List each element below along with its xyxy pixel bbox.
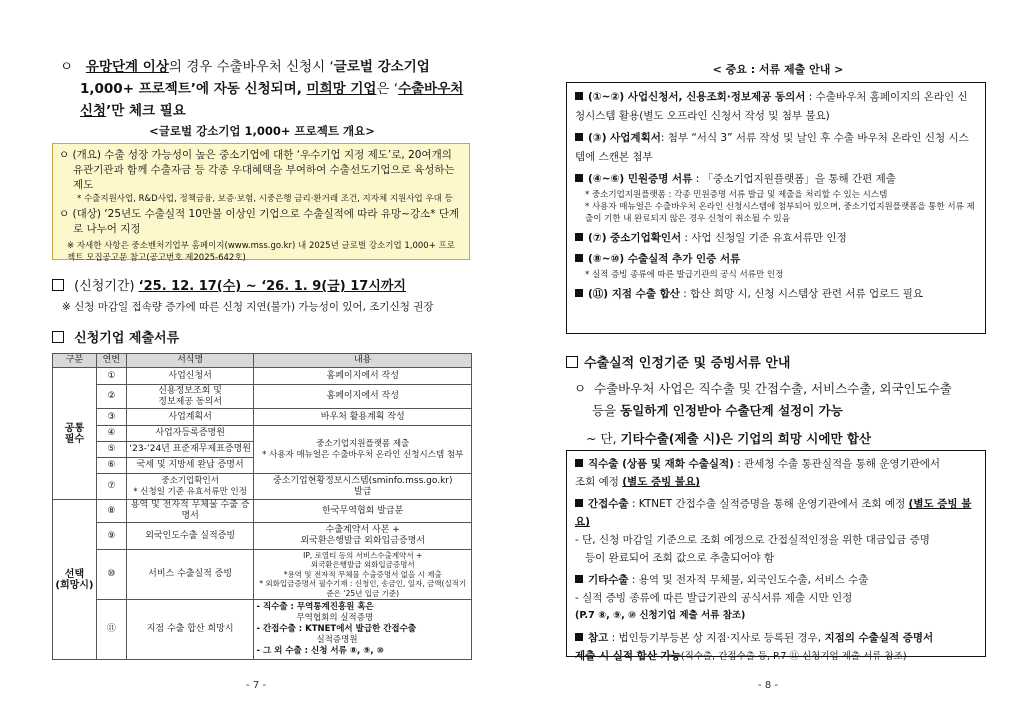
row-no: ⑩: [96, 550, 126, 600]
table-row: [53, 426, 472, 442]
overview-footnote: * 수출지원사업, R&D사업, 정책금융, 보증·보험, 시중은행 금리·환거래 조건, 지자체 지원사업 우대 등: [77, 194, 453, 204]
row-no: ④: [96, 426, 126, 442]
page-number: - 8 -: [758, 680, 778, 691]
bullet-circle: ㅇ: [60, 59, 74, 75]
row-name: 지점 수출 합산 희망시: [126, 600, 254, 660]
row-name: 사업자등록증명원: [126, 426, 254, 442]
row-name: 사업계획서: [126, 409, 254, 426]
criteria-paragraph: [574, 378, 994, 450]
square-bullet-icon: [575, 254, 583, 262]
item-lead: (④~⑥) 민원증명 서류: [588, 173, 693, 185]
row-no: ②: [96, 385, 126, 409]
item-lead: (⑦) 중소기업확인서: [588, 232, 682, 244]
row-content: 수출계약서 사본 + 외국환은행발급 외화입금증명서: [254, 523, 472, 550]
item-lead: (①~②) 사업신청서, 신용조회·정보제공 동의서: [588, 91, 806, 103]
criteria-box: [566, 450, 986, 662]
item-rest: : 사업 신청일 기준 유효서류만 인정: [681, 232, 847, 244]
other-export-item: [575, 571, 977, 589]
square-bullet-icon: [575, 289, 583, 297]
item-tag: (별도 증빙 불요): [575, 498, 972, 528]
important-item: [575, 170, 977, 189]
overview-item: ㅇ (대상) ‘25년도 수출실적 10만불 이상인 기업으로 수출실적에 따라 유망~강소* 단계로 나누어 지정: [59, 208, 460, 235]
intro-text: 미희망 기업: [306, 81, 377, 97]
page-right: [512, 0, 1024, 724]
period-note: ※ 신청 마감일 접속량 증가에 따른 신청 지연(불가) 가능성이 있어, 조기신청 권장: [62, 301, 434, 313]
row-no: ⑥: [96, 458, 126, 474]
item-rest: 조회 예정: [575, 476, 623, 488]
intro-paragraph: [60, 56, 480, 122]
item-bold: 제출 시 실적 합산 가능: [575, 650, 681, 662]
table-header: 내용: [254, 354, 472, 368]
row-name: ‘23-’24년 표준재무제표증명원: [126, 442, 254, 458]
row-name: 사업신청서: [126, 368, 254, 385]
note-proof: * 실적 증빙 종류에 따른 발급기관의 공식 서류만 인정: [585, 270, 784, 280]
table-header: 구분: [53, 354, 97, 368]
row-name: 국세 및 지방세 완납 증명서: [126, 458, 254, 474]
row11-line: - 그 외 수출 : 신청 서류 ⑧, ⑨, ⑩: [256, 646, 384, 656]
intro-text: 유망단계 이상: [85, 59, 169, 75]
intro-text: 은 ‘: [376, 81, 399, 97]
criteria-text: 등을: [592, 403, 621, 418]
item-rest: : 「중소기업지원플랫폼」을 통해 간편 제출: [692, 173, 896, 185]
square-bullet-icon: [575, 92, 583, 100]
row-content: IP, 로열티 등의 서비스수출계약서 + 외국환은행발급 외화입금증명서 *용역 및 전자적 무체물 수출증명서 없을 시 제출 * 외화입금증명서 필수기재 : 신청인, 송금인, 일자, 금액(실적기준은 ‘25년 입금 기준): [254, 550, 472, 600]
table-row: [53, 385, 472, 409]
row-no: ①: [96, 368, 126, 385]
overview-text: (개요) 수출 성장 가능성이 높은 중소기업에 대한 ‘우수기업 지정 제도’로, 20여개의 유관기관과 함께 수출자금 등 각종 우대혜택을 부여하여 수출선도기업으로 육성하는 제도: [72, 149, 455, 191]
item-rest: : 용역 및 전자적 무체물, 외국인도수출, 서비스 수출: [628, 574, 869, 586]
square-bullet-icon: [52, 331, 64, 343]
group-required: 공통 필수: [53, 368, 97, 500]
row-name: 신용정보조회 및 정보제공 동의서: [126, 385, 254, 409]
criteria-text: 기타수출(제출 시)은 기업의 희망 시에만 합산: [620, 431, 872, 446]
table-row: [53, 500, 472, 523]
item-lead: 간접수출: [588, 498, 629, 510]
important-item: [575, 229, 977, 248]
intro-text: 신청: [80, 103, 107, 119]
row-no: ⑪: [96, 600, 126, 660]
overview-item: ㅇ (개요) 수출 성장 가능성이 높은 중소기업에 대한 ‘우수기업 지정 제도’로, 20여개의 유관기관과 함께 수출자금 등 각종 우대혜택을 부여하여 수출선도기업으로 육성하는 제도: [59, 149, 455, 191]
direct-export-item: [575, 455, 977, 473]
indirect-sub: 등이 완료되어 조회 값으로 추출되어야 함: [585, 552, 775, 564]
overview-title: <글로벌 강소기업 1,000+ 프로젝트 개요>: [149, 124, 375, 138]
reference-item: [575, 629, 977, 647]
item-rest: : 관세청 수출 통관실적을 통해 운영기관에서: [733, 458, 941, 470]
item-bold: 지점의 수출실적 증명서: [824, 632, 934, 644]
important-item: [575, 250, 977, 269]
item-rest: : 수출바우처 홈페이지의 온라인 신청시스템 활용(별도 오프라인 신청서 작성 및 첨부 불요): [575, 91, 968, 122]
row-no: ⑧: [96, 500, 126, 523]
square-bullet-icon: [575, 459, 583, 467]
row-content: 홈페이지에서 작성: [254, 368, 472, 385]
item-lead: 참고: [588, 632, 609, 644]
square-bullet-icon: [575, 499, 583, 507]
period-line: [52, 275, 406, 294]
criteria-text: 수출바우처 사업은 직수출 및 간접수출, 서비스수출, 외국인도수출: [594, 381, 952, 396]
criteria-heading-text: 수출실적 인정기준 및 증빙서류 안내: [584, 356, 791, 371]
period-label: (신청기간): [74, 279, 135, 294]
row-name: 중소기업확인서 * 신청일 기준 유효서류만 인정: [126, 474, 254, 500]
important-item: [575, 88, 977, 126]
square-bullet-icon: [575, 633, 583, 641]
row11-line: 실적증명원: [316, 635, 358, 645]
overview-note: ※ 자세한 사항은 중소벤처기업부 홈페이지(www.mss.go.kr) 내 2025년 글로벌 강소기업 1,000+ 프로젝트 모집공고문 참고(공고번호 제2025-642호): [67, 241, 455, 263]
important-title: < 중요 : 서류 제출 안내 >: [712, 63, 844, 76]
criteria-text: ~ 단,: [586, 431, 621, 446]
important-item: [575, 285, 977, 304]
item-lead: 직수출 (상품 및 재화 수출실적): [588, 458, 734, 470]
table-row: [53, 523, 472, 550]
important-box: [566, 82, 986, 334]
item-rest: : 첨부 “서식 3” 서류 작성 및 날인 후 수출 바우처 온라인 신청 시스템에 스캔본 첨부: [575, 132, 969, 163]
row-no: ⑦: [96, 474, 126, 500]
overview-text: (대상) ‘25년도 수출실적 10만불 이상인 기업으로 수출실적에 따라 유망~강소* 단계로 나누어 지정: [72, 208, 460, 235]
row11-line: - 간접수출 : KTNET에서 발급한 간접수출: [256, 624, 417, 634]
intro-text: ’에 자동 신청되며,: [190, 81, 307, 97]
criteria-text: 동일하게 인정받아 수출단계 설정이 가능: [620, 403, 843, 418]
docs-heading: [52, 327, 179, 346]
item-rest: : 합산 희망 시, 신청 시스템상 관련 서류 업로드 필요: [679, 288, 924, 300]
row-no: ⑨: [96, 523, 126, 550]
criteria-heading: [566, 352, 790, 371]
row-content: 중소기업지원플랫폼 제출 * 사용자 매뉴얼은 수출바우처 온라인 신청시스템 첨부: [254, 426, 472, 474]
row-name: 외국인도수출 실적증빙: [126, 523, 254, 550]
square-bullet-icon: [575, 174, 583, 182]
note-platform: * 중소기업지원플랫폼 : 각종 민원증명 서류 발급 및 제출을 처리할 수 있는 시스템: [585, 190, 888, 200]
bullet-circle: ㅇ: [574, 381, 587, 396]
row-content: 중소기업현황정보시스템(sminfo.mss.go.kr) 발급: [254, 474, 472, 500]
other-sub: - 실적 증빙 종류에 따른 발급기관의 공식서류 제출 시만 인정: [575, 592, 853, 604]
page-number: - 7 -: [246, 680, 266, 691]
docs-heading-text: 신청기업 제출서류: [74, 331, 180, 346]
intro-text: 수출바우처: [398, 81, 464, 97]
period-value: ‘25. 12. 17(수) ~ ‘26. 1. 9(금) 17시까지: [138, 279, 406, 294]
indirect-sub: - 단, 신청 마감일 기준으로 조회 예정으로 간접실적인정을 위한 대금입금 증명: [575, 534, 930, 546]
intro-text: ’만 체크 필요: [106, 103, 186, 119]
row11-line: 무역협회의 실적증명: [296, 613, 374, 623]
intro-text: 1,000+ 프로젝트: [80, 81, 191, 97]
item-lead: (⑧~⑩) 수출실적 추가 인증 서류: [588, 253, 741, 265]
overview-box: [52, 143, 470, 263]
table-header: 연번: [96, 354, 126, 368]
indirect-export-item: [575, 495, 977, 531]
note-manual: * 사용자 매뉴얼은 수출바우처 온라인 신청시스템에 첨부되어 있으며, 중소기업지원플랫폼을 통한 서류 제출이 기한 내 완료되지 않은 경우 신청이 취소될 수 있음: [585, 202, 975, 224]
item-lead: (③) 사업계획서: [588, 132, 661, 144]
table-row: [53, 368, 472, 385]
table-row: [53, 409, 472, 426]
important-item: [575, 129, 977, 167]
square-bullet-icon: [575, 575, 583, 583]
row-no: ⑤: [96, 442, 126, 458]
table-row: [53, 474, 472, 500]
table-header-row: [53, 354, 472, 368]
square-bullet-icon: [575, 233, 583, 241]
required-docs-table: [52, 353, 472, 660]
item-rest: (직수출, 간접수출 등, P.7 ⑪ 신청기업 제출 서류 참조): [680, 651, 907, 662]
row-content: [254, 600, 472, 660]
intro-text: 의 경우 수출바우처 신청시 ‘: [168, 59, 334, 75]
row-content: 홈페이지에서 작성: [254, 385, 472, 409]
square-bullet-icon: [52, 279, 64, 291]
item-rest: : KTNET 간접수출 실적증명을 통해 운영기관에서 조회 예정: [628, 498, 909, 510]
intro-text: 글로벌 강소기업: [333, 59, 430, 75]
row11-line: - 직수출 : 무역통계진흥원 혹은: [256, 602, 374, 612]
square-bullet-icon: [566, 356, 578, 368]
table-row: [53, 600, 472, 660]
square-bullet-icon: [575, 133, 583, 141]
row-content: 한국무역협회 발급분: [254, 500, 472, 523]
table-header: 서식명: [126, 354, 254, 368]
other-ref: (P.7 ⑧, ⑨, ⑩ 신청기업 제출 서류 참조): [575, 610, 746, 621]
row-name: 용역 및 전자적 무체물 수출 증명서: [126, 500, 254, 523]
row-content: 바우처 활용계획 작성: [254, 409, 472, 426]
item-lead: 기타수출: [588, 574, 629, 586]
row-name: 서비스 수출실적 증빙: [126, 550, 254, 600]
item-tag: (별도 증빙 불요): [622, 476, 701, 488]
row-no: ③: [96, 409, 126, 426]
item-lead: (⑪) 지점 수출 합산: [588, 288, 680, 300]
group-optional: 선택 (희망시): [53, 500, 97, 660]
table-row: [53, 550, 472, 600]
item-rest: : 법인등기부등본 상 지점·지사로 등록된 경우,: [608, 632, 825, 644]
